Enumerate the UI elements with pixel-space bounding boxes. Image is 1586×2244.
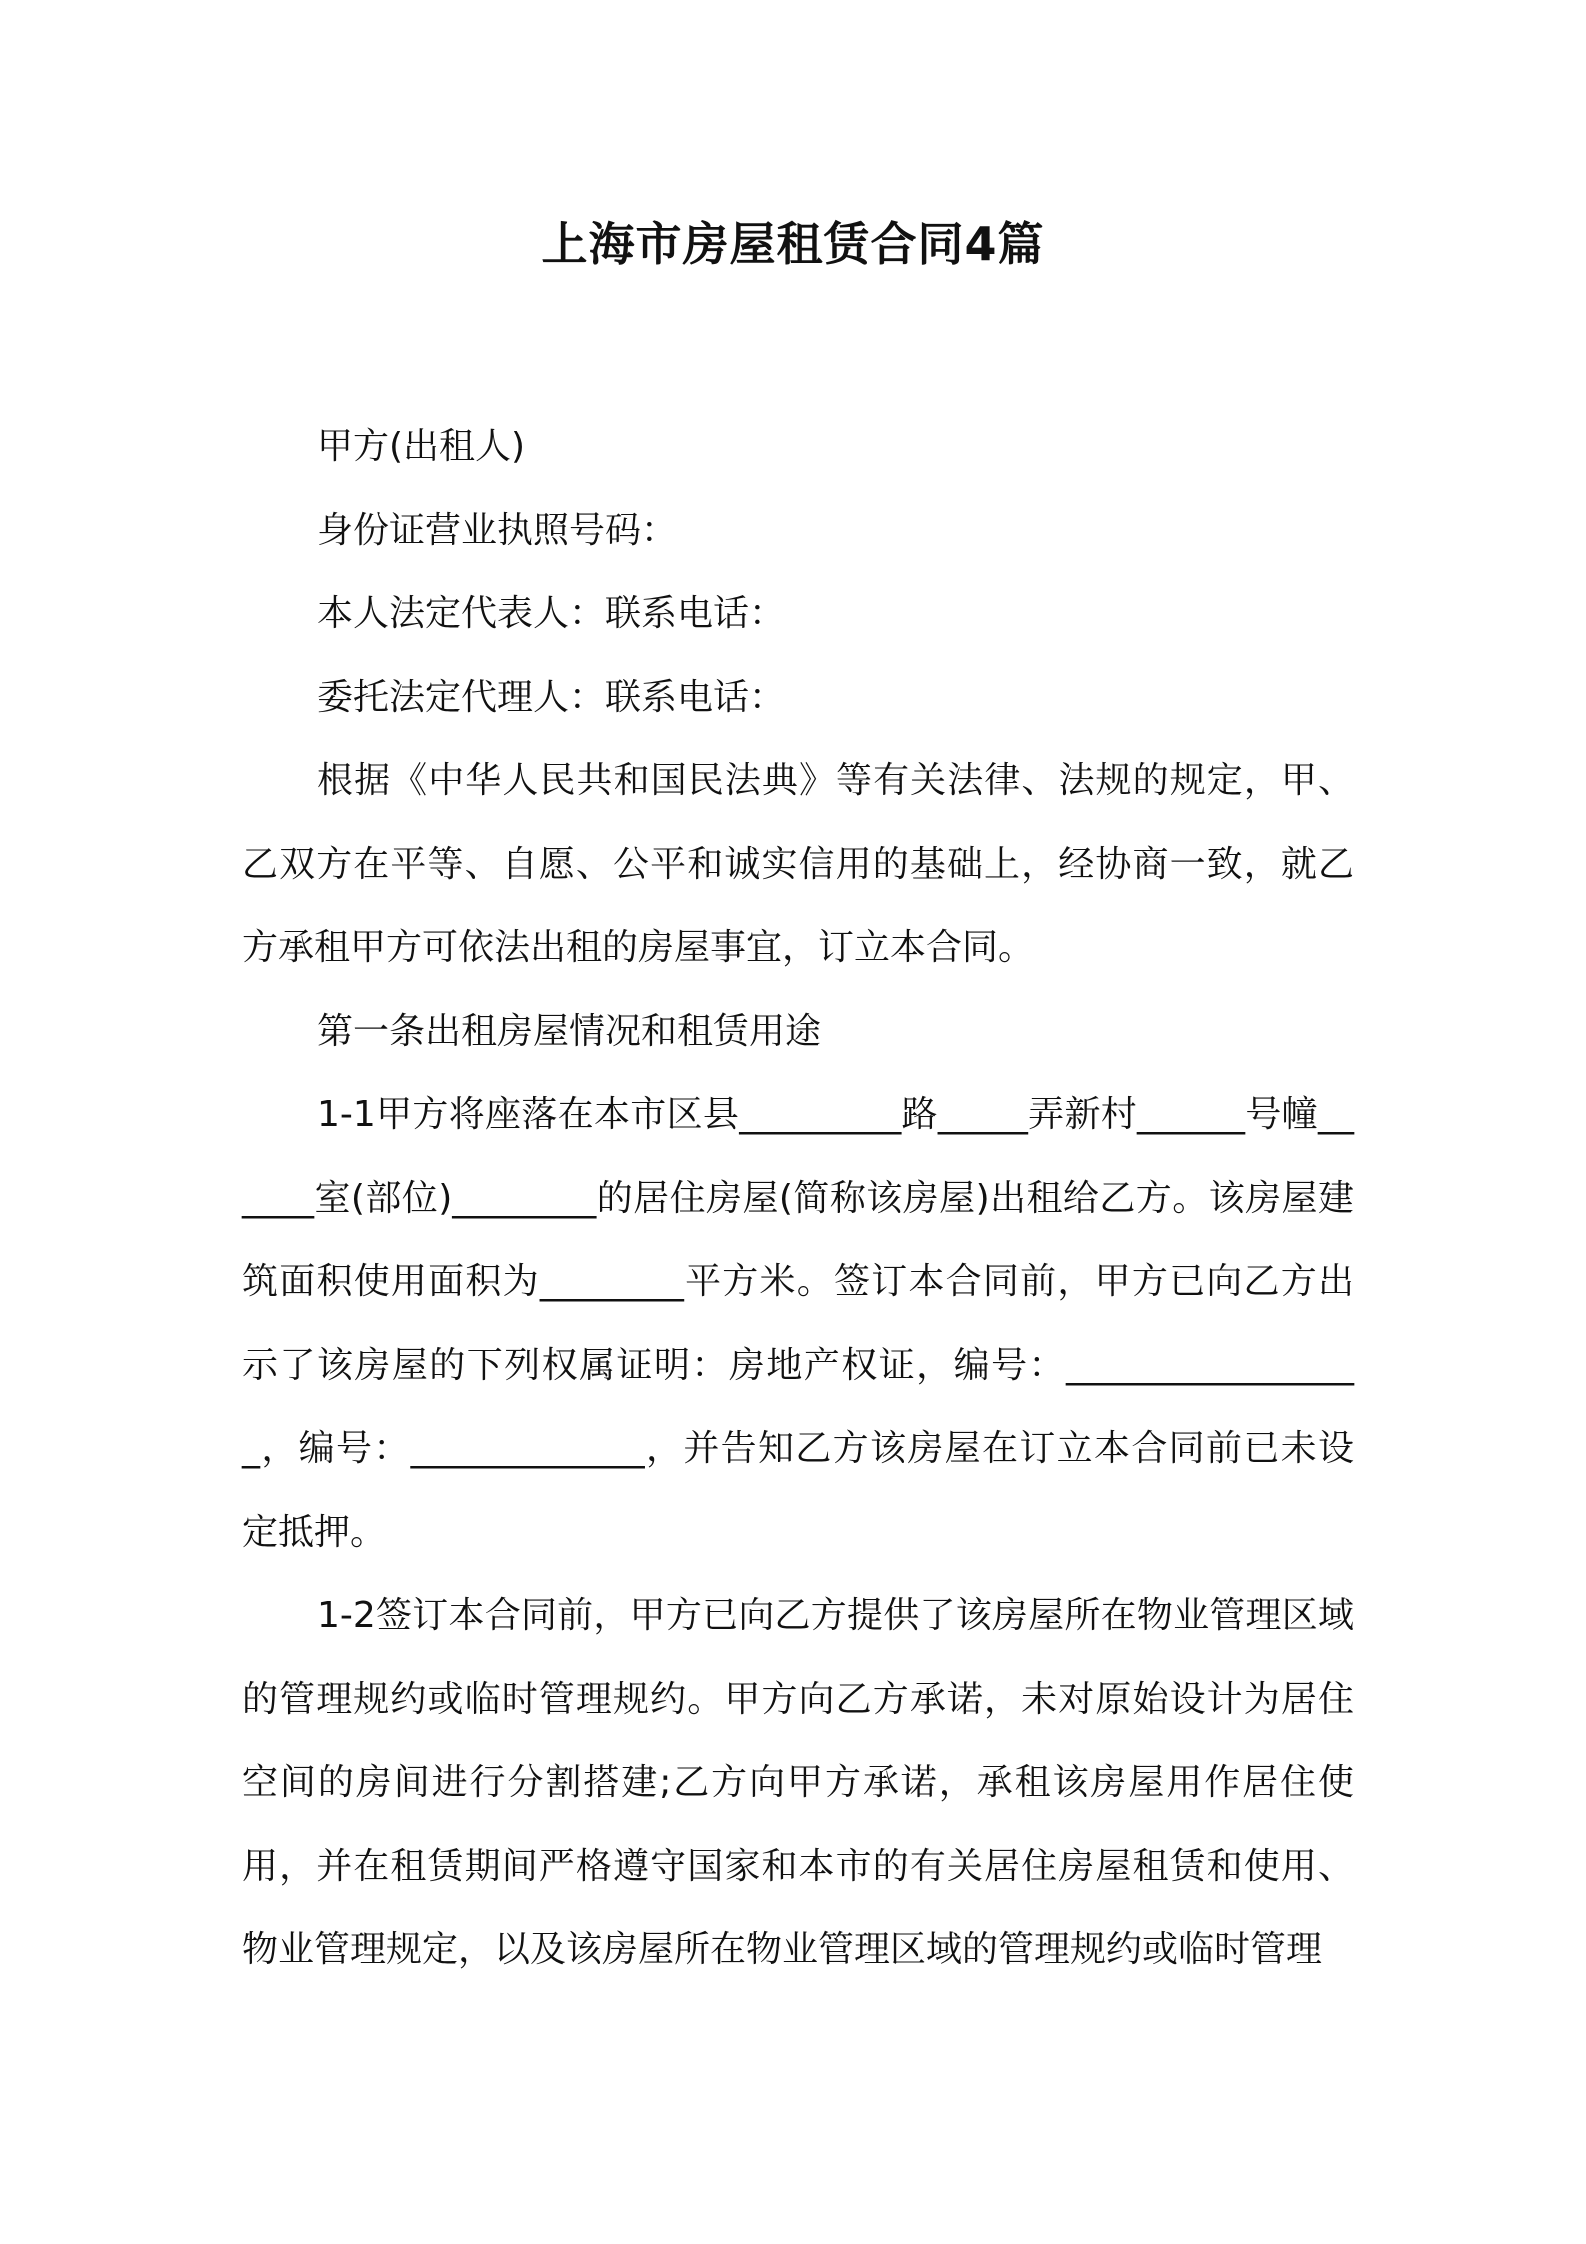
document-body xyxy=(242,405,1354,1992)
legal-representative-label: 本人法定代表人：联系电话： xyxy=(317,593,786,634)
preamble-paragraph: 根据《中华人民共和国民法典》等有关法律、法规的规定，甲、乙双方在平等、自愿、公平和诚实信用的基础上，经协商一致，就乙方承租甲方可依法出租的房屋事宜，订立本合同。 xyxy=(242,760,1354,968)
authorized-agent-label: 委托法定代理人：联系电话： xyxy=(317,676,786,718)
id-license-number-label: 身份证营业执照号码： xyxy=(317,509,678,551)
document-title: 上海市房屋租赁合同4篇 xyxy=(541,217,1045,271)
clause-1-1-paragraph: 1-1甲方将座落在本市区县_________路_____弄新村______号幢______室(部位)________的居住房屋(简称该房屋)出租给乙方。该房屋建筑面积使用面积为________平方米。签订本合同前，甲方已向乙方出示了该房屋的下列权属证明：房地产权证，编号：_________________，编号：_____________，并告知乙方该房屋在订立本合同前已未设定抵押。 xyxy=(242,1094,1354,1553)
article-one-heading: 第一条出租房屋情况和租赁用途 xyxy=(317,1010,822,1052)
party-a-label: 甲方(出租人) xyxy=(317,426,526,467)
clause-1-2-paragraph: 1-2签订本合同前，甲方已向乙方提供了该房屋所在物业管理区域的管理规约或临时管理规约。甲方向乙方承诺，未对原始设计为居住空间的房间进行分割搭建;乙方向甲方承诺，承租该房屋用作居住使用，并在租赁期间严格遵守国家和本市的有关居住房屋租赁和使用、物业管理规定，以及该房屋所在物业管理区域的管理规约或临时管理 xyxy=(242,1595,1354,1970)
